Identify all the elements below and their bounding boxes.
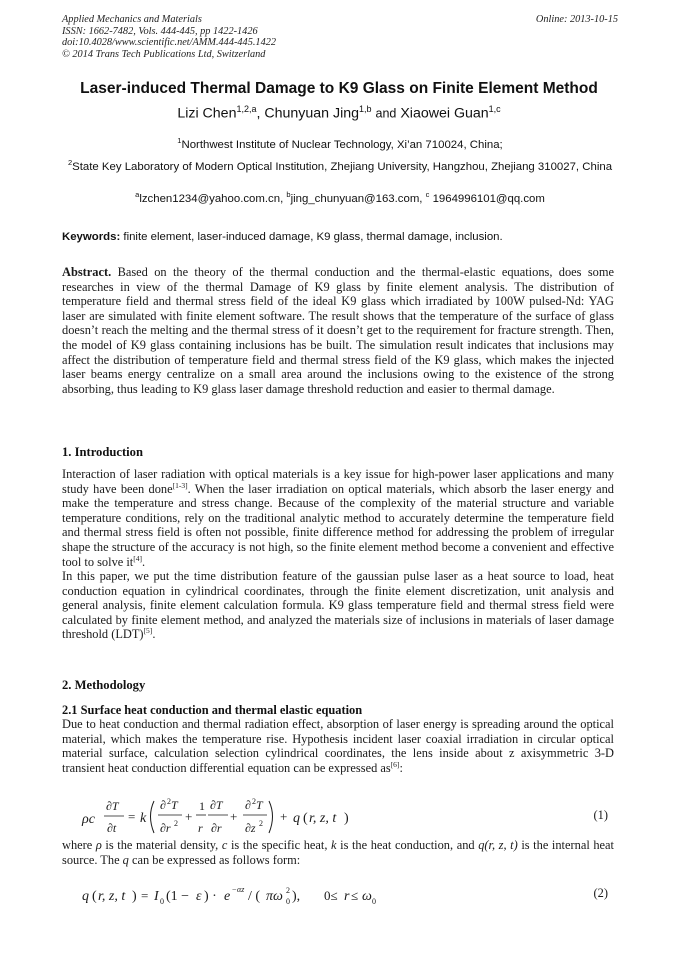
author-name: Lizi Chen	[177, 105, 237, 122]
svg-text:): )	[344, 811, 349, 826]
text: is the heat conduction, and	[336, 838, 479, 852]
author-name: Xiaowei Guan	[400, 105, 489, 122]
section-heading-introduction: 1. Introduction	[62, 445, 143, 459]
svg-text:q: q	[82, 889, 89, 904]
svg-text:=: =	[141, 888, 149, 903]
svg-text:∂r: ∂r	[211, 821, 222, 835]
affiliations	[62, 132, 618, 176]
svg-text:ρc: ρc	[82, 812, 95, 827]
svg-text:αz: αz	[237, 885, 245, 894]
affiliation-1	[62, 132, 618, 154]
svg-text:∂t: ∂t	[107, 821, 117, 835]
keywords-label: Keywords:	[62, 231, 121, 243]
text: Interaction of laser radiation with optical materials is a key issue for high-power laser applications and many study have been done	[62, 467, 614, 496]
author-sup: 1,c	[488, 104, 501, 114]
doi-line: doi:10.4028/www.scientific.net/AMM.444-445.1422	[62, 37, 277, 49]
svg-text:e: e	[224, 889, 231, 904]
affiliation-2	[62, 154, 618, 176]
svg-text:∂T: ∂T	[210, 798, 223, 812]
email-line	[62, 190, 618, 205]
svg-text:): )	[132, 889, 137, 904]
svg-text:+: +	[280, 809, 288, 824]
symbol: k	[331, 838, 337, 852]
svg-text:0≤: 0≤	[324, 888, 338, 903]
svg-text:ε: ε	[196, 889, 202, 904]
equation-number: (2)	[593, 886, 608, 900]
email-sup: b	[286, 190, 291, 199]
online-date: Online: 2013-10-15	[535, 14, 618, 25]
text: can be expressed as follows form:	[128, 852, 301, 867]
abstract-label: Abstract.	[62, 265, 112, 279]
affil-text: State Key Laboratory of Modern Optical Institution, Zhejiang University, Hangzhou, Zhejiang 310027, China	[72, 160, 613, 173]
text: is the material density,	[101, 838, 222, 852]
svg-text:≤: ≤	[351, 888, 359, 903]
abstract	[62, 265, 614, 396]
svg-text:1: 1	[199, 799, 205, 813]
svg-text:) ·: ) ·	[204, 889, 217, 904]
svg-text:+: +	[230, 809, 238, 824]
citation-ref[interactable]: [1-3]	[172, 480, 188, 490]
symbol: c	[221, 838, 228, 852]
svg-text:πω: πω	[266, 889, 283, 904]
svg-text:=: =	[128, 809, 136, 824]
svg-text:T: T	[171, 798, 178, 812]
email-link[interactable]: 1964996101@qq.com	[432, 192, 545, 205]
text: . When the laser irradiation on optical materials, which absorb the laser energy and make the temperature and stress change. Because of the complexity of the material structure and variable temperature conditions, rely on the traditional analytic method to accurately determine the temperature field and thermal stress field is often not possible, finite difference method for addressing the problem of irregular shape the structure of the accuracy is not high, so the finite element method become a convenient and effective tool to solve it	[62, 481, 614, 569]
copyright-line: © 2014 Trans Tech Publications Ltd, Switzerland	[62, 48, 266, 60]
svg-text:2: 2	[167, 797, 171, 806]
symbol: q	[122, 852, 129, 867]
text: is the internal heat source. The	[62, 838, 614, 867]
svg-text:∂: ∂	[245, 798, 251, 812]
email-sup: c	[425, 190, 430, 199]
equation-number: (1)	[593, 808, 608, 822]
svg-text:∂r: ∂r	[160, 821, 171, 835]
svg-text:r: r	[344, 889, 350, 904]
svg-text:r, z, t: r, z, t	[309, 811, 337, 826]
author-and: and	[375, 106, 397, 121]
text: .	[152, 627, 156, 642]
svg-text:2: 2	[174, 819, 178, 828]
section-heading-methodology: 2. Methodology	[62, 678, 146, 692]
svg-text:2: 2	[286, 886, 290, 895]
svg-text:/ (: / (	[248, 889, 261, 904]
text: Due to heat conduction and thermal radiation effect, absorption of laser energy is spreading around the optical material, which makes the temperature rise. Hypothesis incident laser coaxial irradiation in circular optical material surface, calculation selection cylindrical coordinates, the lens inside about z axisymmetric 3-D transient heat conduction differential equation can be expressed as	[62, 717, 614, 775]
text: is the specific heat,	[227, 838, 332, 852]
svg-text:2: 2	[259, 819, 263, 828]
svg-text:r, z, t: r, z, t	[98, 889, 126, 904]
svg-text:0: 0	[286, 897, 290, 906]
text: In this paper, we put the time distribution feature of the gaussian pulse laser as a heat source to load, heat conduction equation in cylindrical coordinates, through the finite element discretization, unit analysis and general analysis, finite element calculation formula. K9 glass temperature field and thermal stress field were calculated by finite element method, and analyzed the materials size of inclusions in materials of laser damage threshold (LDT)	[62, 569, 614, 642]
citation-ref[interactable]: [5]	[143, 626, 153, 636]
svg-text:∂z: ∂z	[245, 821, 256, 835]
issn-line: ISSN: 1662-7482, Vols. 444-445, pp 1422-1426	[62, 25, 258, 37]
svg-text:0: 0	[160, 897, 164, 906]
text: :	[399, 760, 403, 775]
svg-text:2: 2	[252, 797, 256, 806]
citation-ref[interactable]: [6]	[390, 759, 400, 769]
author-list: Lizi Chen$^{1,2,a}$, Chunyuan Jing$^{1,b}$ and Xiaowei Guan$^{1,c}$	[177, 104, 501, 122]
svg-text:−: −	[232, 885, 237, 894]
author-sup: 1,2,a	[236, 104, 257, 114]
svg-text:0: 0	[372, 897, 376, 906]
journal-header	[62, 14, 618, 60]
journal-name: Applied Mechanics and Materials	[62, 14, 202, 25]
keywords	[62, 231, 618, 243]
email-link[interactable]: jing_chunyuan@163.com,	[290, 192, 423, 205]
email-link[interactable]: lzchen1234@yahoo.com.cn,	[139, 192, 284, 205]
svg-text:∂T: ∂T	[106, 799, 119, 813]
svg-text:),: ),	[292, 889, 301, 904]
citation-ref[interactable]: [4]	[133, 553, 142, 563]
svg-text:(: (	[92, 889, 97, 904]
text: where	[62, 838, 96, 852]
affil-num: 1	[177, 136, 182, 145]
equation-2	[62, 878, 614, 924]
text: .	[142, 554, 146, 569]
intro-paragraph-2	[62, 569, 614, 642]
abstract-text: Based on the theory of the thermal conduction and the thermal-elastic equations, does some researches in view of the thermal Damage of K9 glass by finite element analysis. The distribution of temperature field and thermal stress field of the ideal K9 glass which irradiated by 100W pulsed-Nd: YAG laser are simulated with finite element software. The result shows that the temperature of the surface of glass doesn’t reach the melting and the thermal stress of it doesn’t get to the requirement for fracture strength. Then, the model of K9 glass containing inclusions has be built. The simulation result indicates that inclusions may affect the distribution of temperature field and thermal stress field of the K9 glass, which makes the injected laser beams energy centralize on a small area around the inclusions owing to the existence of the strong absorbing, thus leading to K9 glass laser damage threshold reduction and easier to thermal damage.	[62, 265, 614, 396]
keywords-text: finite element, laser-induced damage, K9 glass, thermal damage, inclusion.	[123, 231, 503, 243]
symbol: q(r, z, t)	[478, 838, 518, 852]
svg-text:∂: ∂	[160, 798, 166, 812]
paper-title: Laser-induced Thermal Damage to K9 Glass on Finite Element Method	[80, 80, 598, 97]
svg-text:I: I	[154, 889, 159, 904]
affil-num: 2	[67, 157, 73, 167]
methodology-paragraph-1	[62, 717, 614, 775]
svg-text:ω: ω	[362, 889, 372, 904]
methodology-paragraph-2	[62, 838, 614, 867]
svg-text:(1 −: (1 −	[166, 889, 190, 904]
author-sup: 1,b	[359, 104, 372, 114]
svg-text:q: q	[293, 811, 300, 826]
svg-text:r: r	[198, 821, 203, 835]
email-sup: a	[135, 190, 140, 199]
symbol: ρ	[95, 838, 102, 852]
svg-text:(: (	[303, 811, 308, 826]
author-name: Chunyuan Jing	[264, 105, 360, 122]
svg-text:+: +	[185, 809, 193, 824]
svg-text:k: k	[140, 811, 147, 826]
subsection-heading: 2.1 Surface heat conduction and thermal elastic equation	[62, 703, 363, 717]
svg-text:T: T	[256, 798, 263, 812]
intro-paragraph-1	[62, 467, 614, 569]
equation-1	[62, 795, 614, 841]
affil-text: Northwest Institute of Nuclear Technology, Xi’an 710024, China;	[181, 138, 503, 151]
